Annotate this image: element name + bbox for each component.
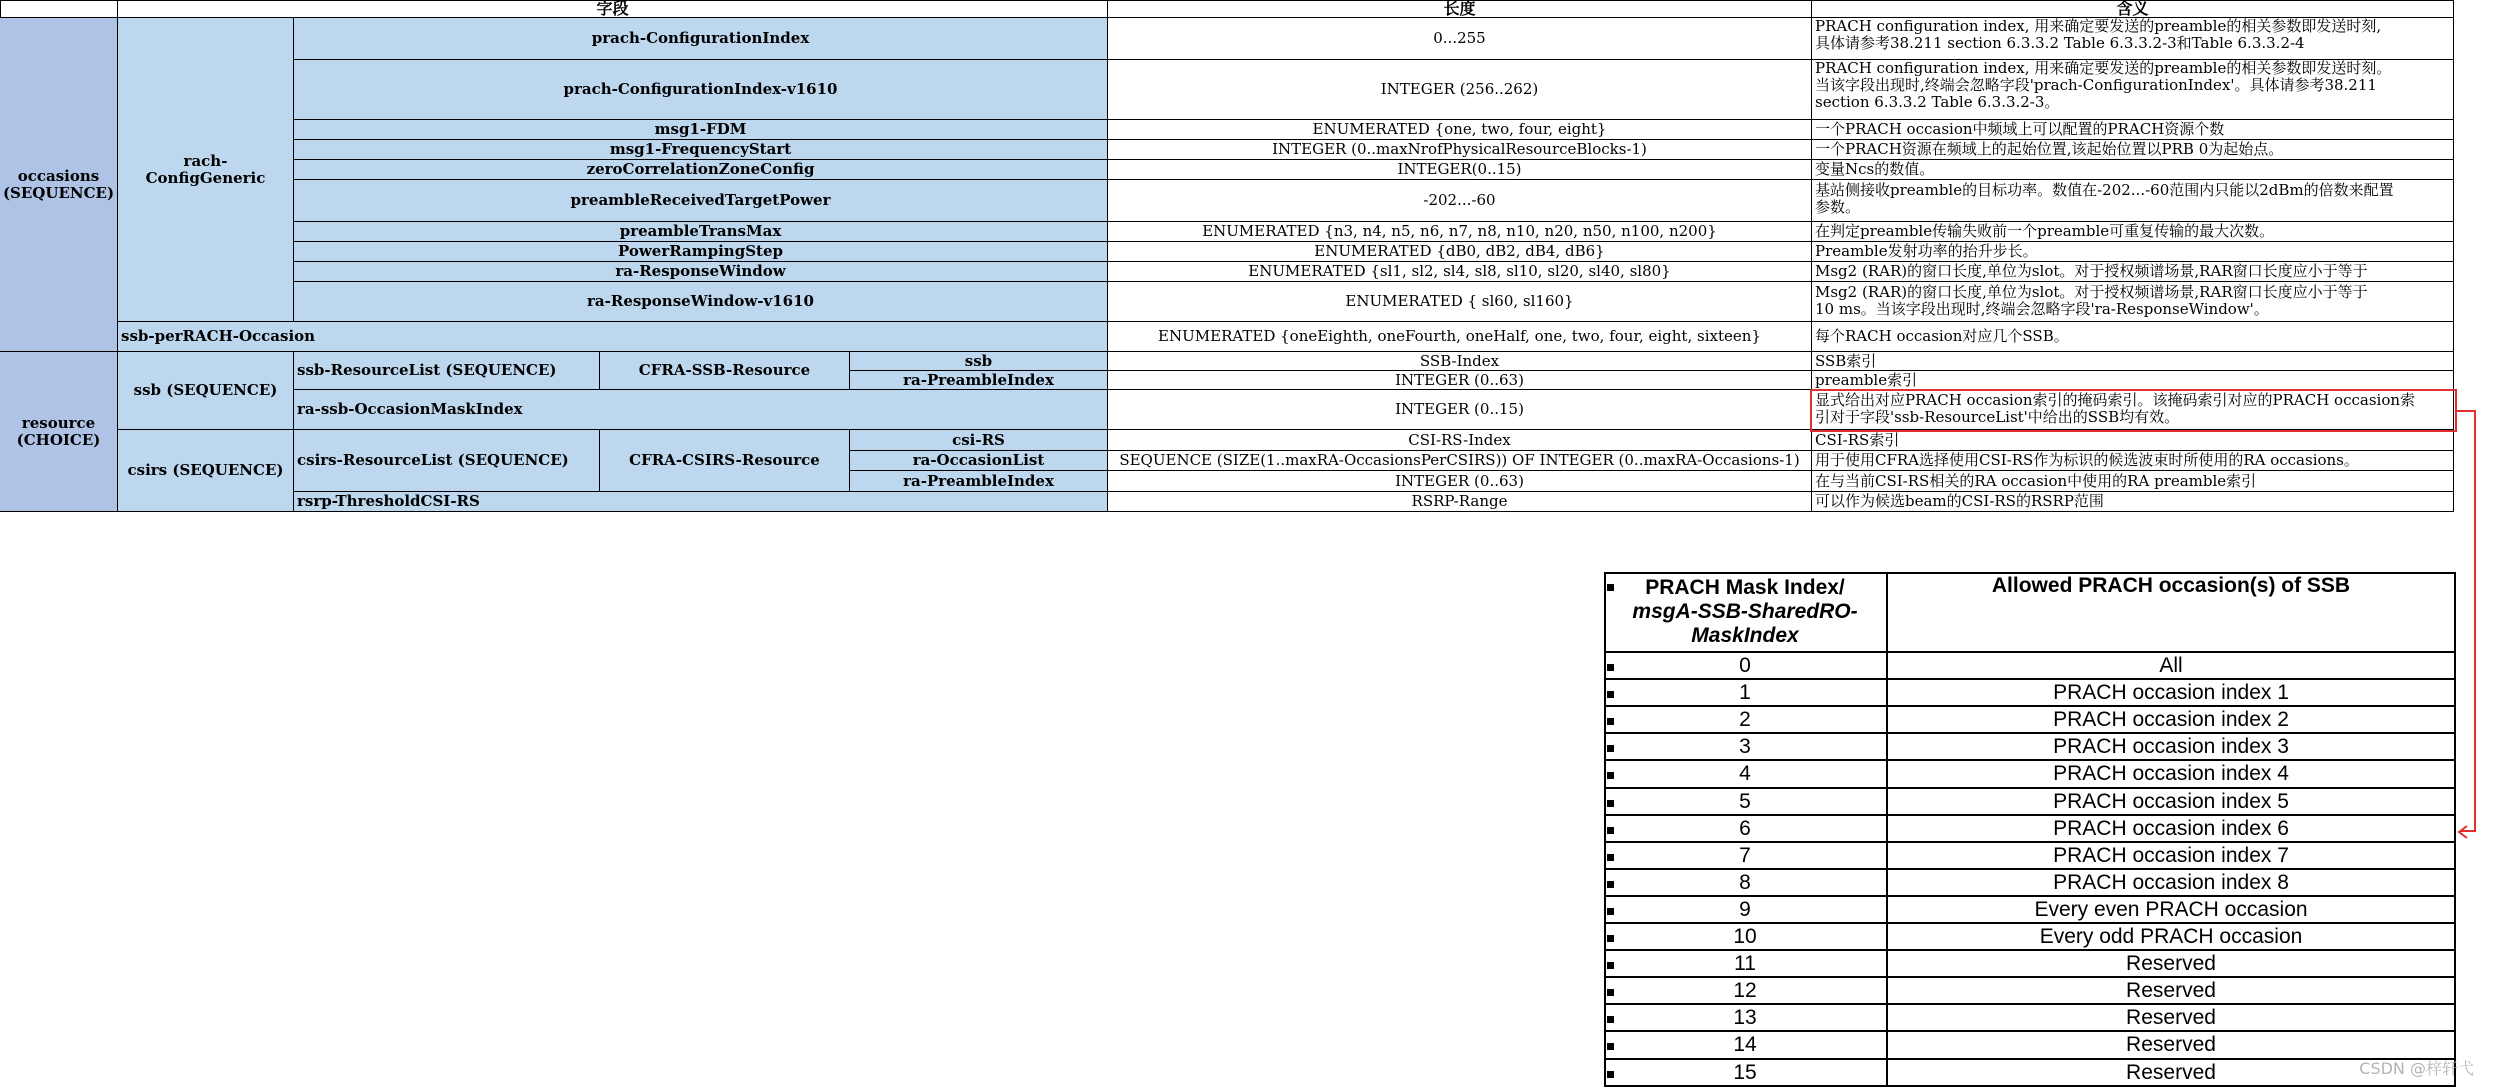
bullet-square [1607,854,1614,861]
mask-index-value: 9 [1739,897,1751,921]
csirs-preamble-length: INTEGER (0..63) [1108,471,1812,492]
header-meaning: 含义 [1812,0,2454,18]
watermark: CSDN @梓轩弋 [2359,1059,2474,1078]
occasion-list-meaning: 用于使用CFRA选择使用CSI-RS作为标识的候选波束时所使用的RA occasions。 [1812,451,2454,471]
bullet-square [1607,800,1614,807]
allowed-occasion-cell [1888,816,2456,843]
row-length: INTEGER (0..maxNrofPhysicalResourceBlocks-1) [1108,140,1812,160]
mask-index-value: 4 [1739,762,1751,785]
cfra-ssb-resource-label: CFRA-SSB-Resource [600,352,850,390]
allowed-occasion-cell [1888,707,2456,734]
mask-index-field: ra-ssb-OccasionMaskIndex [294,390,1108,430]
mask-index-cell [1604,870,1888,897]
bullet-square [1607,908,1614,915]
mask-index-cell [1604,653,1888,680]
ssb-preamble-length: INTEGER (0..63) [1108,371,1812,390]
row-length: -202...-60 [1108,180,1812,222]
mask-index-cell [1604,951,1888,978]
allowed-occasion-value: PRACH occasion index 3 [2053,734,2289,758]
row-length: ENUMERATED {one, two, four, eight} [1108,120,1812,140]
row-field: PowerRampingStep [294,242,1108,262]
ssb-field: ssb [850,352,1108,371]
bullet-square [1607,962,1614,969]
row-field: msg1-FrequencyStart [294,140,1108,160]
rsrp-threshold-meaning: 可以作为候选beam的CSI-RS的RSRP范围 [1812,492,2454,512]
csirs-preamble-meaning: 在与当前CSI-RS相关的RA occasion中使用的RA preamble索引 [1812,471,2454,492]
row-field: preambleTransMax [294,222,1108,242]
csirs-resource-list-label: csirs-ResourceList (SEQUENCE) [294,430,600,492]
row-field: prach-ConfigurationIndex [294,18,1108,60]
bullet-square [1607,745,1614,752]
csi-rs-field: csi-RS [850,430,1108,451]
row-meaning: Preamble发射功率的抬升步长。 [1812,242,2454,262]
allowed-occasion-value: Reserved [2126,1005,2216,1029]
row-meaning: 在判定preamble传输失败前一个preamble可重复传输的最大次数。 [1812,222,2454,242]
allowed-occasion-value: Every even PRACH occasion [2034,897,2308,921]
allowed-occasion-value: PRACH occasion index 6 [2053,816,2289,840]
row-meaning: 一个PRACH occasion中频域上可以配置的PRACH资源个数 [1812,120,2454,140]
allowed-occasion-value: All [2159,653,2183,677]
csirs-group-label: csirs (SEQUENCE) [118,430,294,512]
header-field: 字段 [118,0,1108,18]
bullet-square [1607,827,1614,834]
mask-index-cell [1604,1032,1888,1060]
mask-index-value: 5 [1739,789,1751,813]
arrow-left-icon [2457,824,2471,838]
ssb-group-label: ssb (SEQUENCE) [118,352,294,430]
row-meaning: PRACH configuration index, 用来确定要发送的preamble的相关参数即发送时刻。 当该字段出现时,终端会忽略字段'prach-ConfigurationIndex'。具体请参考38.211 section 6.3.3.2 Table 6.3.3.2-3。 [1812,60,2454,120]
row-field: msg1-FDM [294,120,1108,140]
bullet-square [1607,1071,1614,1078]
ssb-meaning: SSB索引 [1812,352,2454,371]
mask-index-value: 13 [1733,1005,1757,1029]
mask-index-cell [1604,680,1888,707]
row-meaning: PRACH configuration index, 用来确定要发送的preamble的相关参数即发送时刻, 具体请参考38.211 section 6.3.3.2 Table 6.3.3.2-3和Table 6.3.3.2-4 [1812,18,2454,60]
highlight-box [1810,389,2457,432]
allowed-occasion-value: PRACH occasion index 7 [2053,843,2289,867]
allowed-occasion-cell [1888,870,2456,897]
mask-header-line3: MaskIndex [1691,623,1799,647]
bullet-square [1607,1043,1614,1050]
allowed-occasion-cell [1888,734,2456,761]
row-length: ENUMERATED { sl60, sl160} [1108,282,1812,322]
mask-index-value: 10 [1733,924,1757,948]
allowed-occasion-value: PRACH occasion index 2 [2053,707,2289,731]
allowed-occasion-cell [1888,1005,2456,1032]
mask-header-line1: PRACH Mask Index/ [1645,575,1845,599]
allowed-occasion-value: Every odd PRACH occasion [2039,924,2303,948]
row-meaning: 一个PRACH资源在频域上的起始位置,该起始位置以PRB 0为起始点。 [1812,140,2454,160]
bullet-square [1607,691,1614,698]
mask-index-value: 8 [1739,870,1751,894]
header-blank [0,0,118,18]
bullet-square [1607,664,1614,671]
mask-index-cell [1604,789,1888,816]
allowed-occasion-cell [1888,680,2456,707]
mask-index-value: 6 [1739,816,1751,840]
allowed-occasion-cell [1888,978,2456,1005]
mask-header-left [1604,572,1888,653]
mask-index-cell [1604,707,1888,734]
connector-line [2474,410,2476,832]
bullet-square [1607,718,1614,725]
allowed-occasion-cell [1888,924,2456,951]
row-length: ENUMERATED {n3, n4, n5, n6, n7, n8, n10, n20, n50, n100, n200} [1108,222,1812,242]
allowed-occasion-cell [1888,897,2456,924]
row-length: INTEGER (256..262) [1108,60,1812,120]
ssb-preamble-field: ra-PreambleIndex [850,371,1108,390]
occasion-list-length: SEQUENCE (SIZE(1..maxRA-OccasionsPerCSIRS)) OF INTEGER (0..maxRA-Occasions-1) [1108,451,1812,471]
row-meaning: Msg2 (RAR)的窗口长度,单位为slot。对于授权频谱场景,RAR窗口长度应小于等于 [1812,262,2454,282]
row-length: 0...255 [1108,18,1812,60]
mask-index-cell [1604,734,1888,761]
row-meaning: 每个RACH occasion对应几个SSB。 [1812,322,2454,352]
allowed-occasion-value: PRACH occasion index 8 [2053,870,2289,894]
mask-index-value: 12 [1733,978,1757,1002]
row-field: prach-ConfigurationIndex-v1610 [294,60,1108,120]
mask-index-cell [1604,897,1888,924]
bullet-square [1607,935,1614,942]
row-meaning: Msg2 (RAR)的窗口长度,单位为slot。对于授权频谱场景,RAR窗口长度应小于等于 10 ms。当该字段出现时,终端会忽略字段'ra-ResponseWindow'。 [1812,282,2454,322]
bullet-square [1607,772,1614,779]
mask-index-value: 7 [1739,843,1751,867]
row-length: INTEGER(0..15) [1108,160,1812,180]
allowed-occasion-value: Reserved [2126,978,2216,1002]
mask-index-value: 2 [1739,707,1751,731]
mask-index-value: 11 [1734,951,1756,975]
allowed-occasion-value: PRACH occasion index 5 [2053,789,2289,813]
bullet-square [1607,989,1614,996]
group-occasions: occasions (SEQUENCE) [0,18,118,352]
ssb-length: SSB-Index [1108,352,1812,371]
allowed-occasion-value: PRACH occasion index 1 [2053,680,2289,704]
ssb-preamble-meaning: preamble索引 [1812,371,2454,390]
mask-index-cell [1604,761,1888,789]
csi-rs-meaning: CSI-RS索引 [1812,430,2454,451]
row-field: zeroCorrelationZoneConfig [294,160,1108,180]
row-meaning: 变量Ncs的数值。 [1812,160,2454,180]
allowed-occasion-value: Reserved [2126,951,2216,975]
allowed-occasion-value: Reserved [2126,1060,2216,1084]
ssb-resource-list-label: ssb-ResourceList (SEQUENCE) [294,352,600,390]
allowed-occasion-cell [1888,951,2456,978]
occasion-list-field: ra-OccasionList [850,451,1108,471]
row-field: ra-ResponseWindow-v1610 [294,282,1108,322]
rsrp-threshold-field: rsrp-ThresholdCSI-RS [294,492,1108,512]
mask-index-value: 1 [1739,680,1751,704]
cfra-csirs-resource-label: CFRA-CSIRS-Resource [600,430,850,492]
mask-index-cell [1604,816,1888,843]
csirs-preamble-field: ra-PreambleIndex [850,471,1108,492]
bullet-square [1607,1016,1614,1023]
allowed-occasion-cell [1888,653,2456,680]
row-field: preambleReceivedTargetPower [294,180,1108,222]
mask-index-cell [1604,1005,1888,1032]
allowed-occasion-value: PRACH occasion index 4 [2053,762,2289,785]
mask-index-value: 14 [1733,1033,1757,1056]
row-field: ra-ResponseWindow [294,262,1108,282]
csi-rs-length: CSI-RS-Index [1108,430,1812,451]
rach-config-generic-label: rach- ConfigGeneric [118,18,294,322]
mask-header-right: Allowed PRACH occasion(s) of SSB [1888,572,2456,653]
rsrp-threshold-length: RSRP-Range [1108,492,1812,512]
allowed-occasion-value: Reserved [2126,1033,2216,1056]
row-field: ssb-perRACH-Occasion [118,322,1108,352]
allowed-occasion-cell [1888,789,2456,816]
mask-index-value: 15 [1733,1060,1757,1084]
row-length: ENUMERATED {sl1, sl2, sl4, sl8, sl10, sl20, sl40, sl80} [1108,262,1812,282]
mask-index-cell [1604,1060,1888,1087]
group-resource: resource (CHOICE) [0,352,118,512]
row-length: ENUMERATED {oneEighth, oneFourth, oneHalf, one, two, four, eight, sixteen} [1108,322,1812,352]
mask-index-meaning: 显式给出对应PRACH occasion索引的掩码索引。该掩码索引对应的PRACH occasion索 引对于字段'ssb-ResourceList'中给出的SSB均有效。 [1812,390,2454,430]
mask-header-line2: msgA-SSB-SharedRO- [1632,599,1858,623]
allowed-occasion-cell [1888,843,2456,870]
mask-index-cell [1604,924,1888,951]
allowed-occasion-cell [1888,761,2456,789]
header-length: 长度 [1108,0,1812,18]
mask-index-value: 0 [1739,653,1751,677]
row-meaning: 基站侧接收preamble的目标功率。数值在-202...-60范围内只能以2dBm的倍数来配置 参数。 [1812,180,2454,222]
bullet-square [1607,881,1614,888]
mask-index-length: INTEGER (0..15) [1108,390,1812,430]
row-length: ENUMERATED {dB0, dB2, dB4, dB6} [1108,242,1812,262]
mask-index-value: 3 [1739,734,1751,758]
connector-line [2456,410,2476,412]
mask-index-cell [1604,843,1888,870]
mask-index-cell [1604,978,1888,1005]
